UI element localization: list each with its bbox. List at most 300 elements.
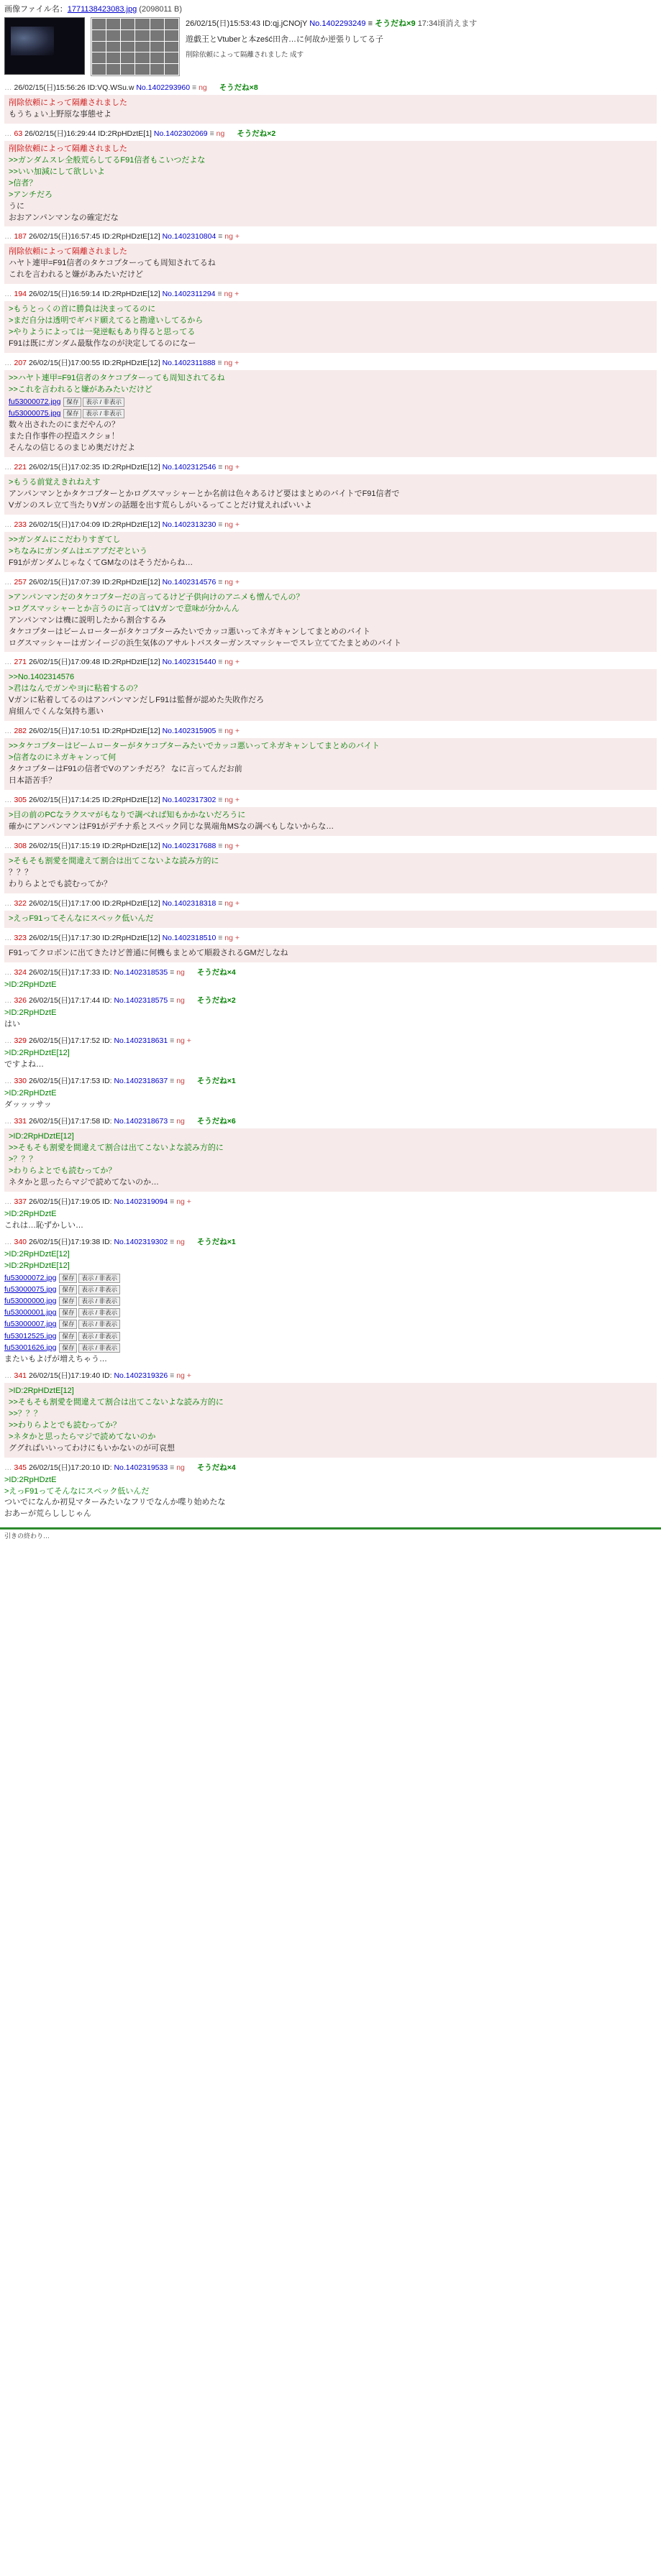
post: [0, 839, 661, 896]
ng-button[interactable]: ng: [224, 727, 233, 736]
ng-button[interactable]: ng: [176, 1463, 185, 1472]
post-line: >ID:2RpHDztE: [4, 1089, 57, 1098]
post-header: [4, 794, 657, 805]
post-body: [4, 589, 657, 653]
post-number[interactable]: No.1402318673: [114, 1117, 168, 1126]
post-number[interactable]: No.1402318575: [114, 996, 168, 1006]
attachment-link[interactable]: fu53000072.jpg: [9, 397, 61, 406]
post-index: 323: [14, 933, 27, 942]
post-menu-icon[interactable]: ≡: [170, 967, 175, 977]
save-button[interactable]: 保存: [59, 1274, 77, 1283]
post-line: 削除依頼によって隔離されました: [9, 98, 127, 107]
expand-plus-icon[interactable]: +: [186, 1371, 191, 1380]
collapse-ellipsis[interactable]: …: [4, 658, 12, 667]
post-line: >>わりらよとでも読むってか？: [9, 1420, 121, 1430]
attachment-row: [4, 1343, 657, 1353]
reply-post: [0, 126, 661, 230]
post-index: 340: [14, 1237, 27, 1246]
attachment-buttons: [59, 1297, 120, 1306]
post-header: [4, 576, 657, 587]
post: [0, 518, 661, 575]
expand-plus-icon[interactable]: +: [234, 933, 240, 942]
post-line: うに: [9, 201, 24, 211]
op-post: [186, 17, 657, 59]
post-line: ダッッッサッ: [4, 1100, 52, 1110]
post-line: >ID:2RpHDztE: [4, 1008, 57, 1018]
expand-plus-icon[interactable]: +: [234, 232, 240, 242]
collapse-ellipsis[interactable]: …: [4, 898, 12, 908]
post-menu-icon[interactable]: ≡: [170, 1117, 175, 1126]
attachment-link[interactable]: fu53012525.jpg: [4, 1331, 57, 1340]
post-number[interactable]: No.1402318637: [114, 1077, 168, 1086]
sodane-count: そうだね×8: [219, 83, 258, 92]
post-header: [4, 519, 657, 530]
post-header: [4, 967, 657, 978]
collapse-ellipsis[interactable]: …: [4, 129, 12, 138]
post-menu-icon[interactable]: ≡: [170, 1077, 175, 1086]
post-body: [4, 244, 657, 284]
post-index: 63: [14, 129, 23, 138]
post: [0, 356, 661, 460]
post-body: [4, 1383, 657, 1458]
post: [0, 993, 661, 1034]
post: [0, 896, 661, 931]
expand-plus-icon[interactable]: +: [186, 1197, 191, 1206]
post-line: >わりらよとでも読むってか？: [9, 1166, 117, 1175]
op-image-glow: [11, 27, 54, 55]
post: [0, 793, 661, 839]
post-menu-icon[interactable]: ≡: [209, 129, 214, 138]
ng-button[interactable]: ng: [216, 129, 225, 138]
post-datetime: 26/02/15(日)16:59:14 ID:2RpHDztE[12]: [28, 290, 160, 299]
expand-plus-icon[interactable]: +: [234, 290, 240, 299]
post-line: Vガンに粘着してるのはアンパンマンだしF91は監督が認めた失敗作だろ: [9, 696, 265, 705]
toggle-visibility-button[interactable]: 表示 / 非表示: [78, 1274, 120, 1283]
save-button[interactable]: 保存: [59, 1308, 77, 1317]
post-body: [4, 95, 657, 124]
post-line: >まだ自分は透明でギバド願えてると勘違いしてるから: [9, 316, 204, 326]
attachment-link[interactable]: fu53001626.jpg: [4, 1343, 57, 1352]
post-number[interactable]: No.1402313230: [162, 520, 216, 529]
post-line: >ログスマッシャーとか言うのに言ってはVガンで意味が分かんん: [9, 604, 240, 613]
post-index: 282: [14, 727, 27, 736]
collapse-ellipsis[interactable]: …: [4, 290, 12, 299]
post-line: >えっF91ってそんなにスペック低いんだ: [4, 1486, 150, 1496]
post-header: [4, 840, 657, 851]
op-image-thumbnail[interactable]: [4, 17, 85, 75]
collapse-ellipsis[interactable]: …: [4, 359, 12, 367]
post-datetime: 26/02/15(日)15:56:26 ID:VQ.WSu.w: [14, 83, 135, 92]
post-datetime: 26/02/15(日)17:17:58 ID:: [28, 1117, 112, 1126]
post-line: >>これを言われると嫌があみたいだけど: [9, 385, 152, 394]
toggle-visibility-button[interactable]: 表示 / 非表示: [78, 1343, 120, 1353]
attachment-link[interactable]: fu53000000.jpg: [4, 1296, 57, 1305]
post-number[interactable]: No.1402319302: [114, 1237, 168, 1246]
post-index: 324: [14, 967, 27, 977]
post-line: >>ガンダムにこだわりすぎてし: [9, 535, 121, 544]
post-datetime: 26/02/15(日)17:20:10 ID:: [28, 1463, 112, 1472]
post-line: >ID:2RpHDztE: [4, 980, 57, 989]
image-header: [0, 0, 661, 16]
op-body: 遊戯王とVtuberと本ześć田舎…に何故か逆張りしてる子: [186, 35, 384, 44]
post-index: 330: [14, 1077, 27, 1086]
post-header: [4, 1075, 657, 1086]
post-datetime: 26/02/15(日)17:19:05 ID:: [28, 1197, 112, 1206]
toggle-visibility-button[interactable]: 表示 / 非表示: [78, 1297, 120, 1306]
post-datetime: 26/02/15(日)17:09:48 ID:2RpHDztE[12]: [28, 658, 160, 667]
toggle-visibility-button[interactable]: 表示 / 非表示: [78, 1308, 120, 1317]
toggle-visibility-button[interactable]: 表示 / 非表示: [83, 397, 124, 407]
ng-button[interactable]: ng: [176, 967, 185, 977]
post-line: >ID:2RpHDztE: [4, 1209, 57, 1218]
post-menu-icon[interactable]: ≡: [218, 520, 223, 529]
post-line: >ID:2RpHDztE: [4, 1475, 57, 1484]
collapse-ellipsis[interactable]: …: [4, 727, 12, 736]
post-header: [4, 1462, 657, 1473]
collapse-ellipsis[interactable]: …: [4, 967, 12, 977]
post-line: タケコプターはビームローターがタケコプターみたいでカッコ悪いってネガキャンしてまとめのバイト: [9, 627, 371, 636]
toggle-visibility-button[interactable]: 表示 / 非表示: [83, 409, 124, 418]
ng-button[interactable]: ng: [176, 1077, 185, 1086]
save-button[interactable]: 保存: [59, 1285, 77, 1294]
expand-plus-icon[interactable]: +: [234, 463, 240, 472]
post: [0, 575, 661, 656]
post: [0, 1195, 661, 1235]
collapse-ellipsis[interactable]: …: [4, 1197, 12, 1206]
attachment-buttons: [59, 1285, 120, 1294]
post-body: [4, 911, 657, 928]
ng-button[interactable]: ng: [199, 83, 207, 92]
post-line: >>いい加減にして欲しいよ: [9, 167, 105, 176]
post-line: F91は既にガンダム最駄作なのが決定してるのになー: [9, 339, 196, 349]
post-datetime: 26/02/15(日)16:57:45 ID:2RpHDztE[12]: [28, 232, 160, 242]
post-line: >信者？: [9, 178, 37, 188]
sodane-count: そうだね×1: [196, 1237, 236, 1246]
attachment-buttons: [63, 409, 124, 418]
post-line: ついでになんか初見マターみたいなフリでなんか喋り始めたな: [4, 1498, 226, 1507]
post-number[interactable]: No.1402315440: [162, 658, 216, 667]
post-menu-icon[interactable]: ≡: [218, 795, 223, 804]
post-number[interactable]: No.1402310804: [162, 232, 216, 242]
attachment-link[interactable]: fu53000072.jpg: [4, 1273, 57, 1282]
post-line: Vガンのスレ立て当たりVガンの話題を出す荒らしがいるってことだけ覚えればいいよ: [9, 501, 312, 510]
post-line: >>ハヤト連甲=F91信者のタケコプターっても周知されてるね: [9, 374, 225, 382]
post-line: >そもそも割愛を間違えて割合は出てこないよな読み方的に: [9, 856, 219, 865]
post-line: おあーが荒らししじゃん: [4, 1509, 91, 1519]
collapse-ellipsis[interactable]: …: [4, 232, 12, 242]
post-datetime: 26/02/15(日)17:10:51 ID:2RpHDztE[12]: [28, 727, 160, 736]
collapse-ellipsis[interactable]: …: [4, 1117, 12, 1126]
post-number[interactable]: No.1402302069: [153, 129, 208, 138]
post-body: [4, 1475, 657, 1521]
post-header: [4, 1035, 657, 1046]
attachment-row: [4, 1331, 657, 1342]
post-menu-icon[interactable]: ≡: [217, 359, 222, 367]
attachment-row: [4, 1319, 657, 1330]
save-button[interactable]: 保存: [59, 1343, 77, 1353]
post-datetime: 26/02/15(日)17:19:40 ID:: [28, 1371, 112, 1380]
post-body: [4, 301, 657, 353]
collapse-ellipsis[interactable]: …: [4, 841, 12, 850]
post: [0, 1368, 661, 1460]
expand-plus-icon[interactable]: +: [234, 658, 240, 667]
post-number[interactable]: No.1402293960: [136, 83, 191, 92]
post-line: これは…恥ずかしい…: [4, 1220, 83, 1230]
post-line: 確かにアンパンマンはF91がデチナ系とスペック同じな異端角MSなの調べもしないからな…: [9, 822, 334, 831]
post-header: [4, 1196, 657, 1207]
sodane-count: そうだね×2: [237, 129, 276, 138]
reply-post: [0, 80, 661, 126]
post-menu-icon[interactable]: ≡: [218, 898, 223, 908]
post-line: >ID:2RpHDztE[12]: [9, 1132, 74, 1141]
post-line: >ネタかと思ったらマジで読めてないのか: [9, 1432, 156, 1441]
op-region: [0, 16, 661, 80]
post-menu-icon[interactable]: ≡: [170, 1237, 175, 1246]
ng-button[interactable]: ng: [224, 520, 233, 529]
op-replies: [0, 80, 661, 229]
op-subnote: 削除依頼によって隔離されました 成す: [186, 51, 304, 59]
post-line: ？？？: [9, 868, 32, 877]
collapse-ellipsis[interactable]: …: [4, 1237, 12, 1246]
post-menu-icon[interactable]: ≡: [192, 83, 197, 92]
attachment-link[interactable]: fu53000075.jpg: [4, 1284, 57, 1294]
post-header: [4, 128, 657, 139]
post-menu-icon[interactable]: ≡: [218, 658, 223, 667]
post-datetime: 26/02/15(日)17:07:39 ID:2RpHDztE[12]: [28, 577, 160, 586]
expand-plus-icon[interactable]: +: [234, 359, 240, 367]
post-line: >ID:2RpHDztE[12]: [4, 1261, 70, 1270]
ng-button[interactable]: ng: [224, 463, 233, 472]
post-menu-icon[interactable]: ≡: [170, 1371, 175, 1380]
save-button[interactable]: 保存: [63, 397, 81, 407]
attachment-buttons: [59, 1343, 120, 1353]
expand-plus-icon[interactable]: +: [234, 841, 240, 850]
post-datetime: 26/02/15(日)17:17:00 ID:2RpHDztE[12]: [28, 898, 160, 908]
post-number[interactable]: No.1402312546: [162, 463, 216, 472]
post: [0, 1034, 661, 1074]
ng-button[interactable]: ng: [176, 996, 185, 1006]
attachment-row: [4, 1307, 657, 1318]
post-datetime: 26/02/15(日)17:17:52 ID:: [28, 1036, 112, 1046]
expand-plus-icon[interactable]: +: [234, 520, 240, 529]
post-index: 221: [14, 463, 27, 472]
ng-button[interactable]: ng: [224, 841, 233, 850]
post-number[interactable]: No.1402319326: [114, 1371, 168, 1380]
post-datetime: 26/02/15(日)17:14:25 ID:2RpHDztE[12]: [28, 795, 160, 804]
post-menu-icon[interactable]: ≡: [170, 996, 175, 1006]
post-index: 271: [14, 658, 27, 667]
toggle-visibility-button[interactable]: 表示 / 非表示: [78, 1320, 120, 1329]
post-body: [4, 945, 657, 962]
sodane-count: そうだね×4: [196, 1463, 236, 1472]
ng-button[interactable]: ng: [224, 359, 233, 367]
post-datetime: 26/02/15(日)17:02:35 ID:2RpHDztE[12]: [28, 463, 160, 472]
image-filename-link[interactable]: 1771138423083.jpg: [67, 5, 137, 14]
post-header: [4, 1370, 657, 1381]
attachment-row: [4, 1284, 657, 1295]
collapse-ellipsis[interactable]: …: [4, 463, 12, 472]
post-line: >>そもそも割愛を間違えて割合は出てこないよな読み方的に: [9, 1144, 224, 1152]
post-index: 187: [14, 232, 27, 242]
post-menu-icon[interactable]: ≡: [218, 727, 223, 736]
expand-plus-icon[interactable]: +: [186, 1036, 191, 1046]
op-sodane-count: そうだね×9: [375, 19, 416, 28]
save-button[interactable]: 保存: [59, 1332, 77, 1341]
post-index: 341: [14, 1371, 27, 1380]
ng-button[interactable]: ng: [176, 1237, 185, 1246]
collapse-ellipsis[interactable]: …: [4, 83, 12, 92]
attachment-link[interactable]: fu53000007.jpg: [4, 1320, 57, 1329]
post-line: おおアンパンマンなの確定だな: [9, 213, 119, 222]
post-datetime: 26/02/15(日)17:19:38 ID:: [28, 1237, 112, 1246]
ng-button[interactable]: ng: [176, 1036, 185, 1046]
post-line: 日本語苦手？: [9, 776, 56, 785]
ng-button[interactable]: ng: [224, 232, 233, 242]
post-number[interactable]: No.1402311294: [162, 290, 216, 299]
ng-button[interactable]: ng: [224, 795, 233, 804]
post-index: 305: [14, 795, 27, 804]
post-line: 肩組んでくんな気持ち悪い: [9, 707, 104, 717]
post-line: 削除依頼によって隔離されました: [9, 247, 127, 257]
post-line: >信者なのにネガキャンって何: [9, 753, 117, 763]
save-button[interactable]: 保存: [59, 1320, 77, 1329]
attachment-row: [9, 397, 652, 408]
op-datetime: 26/02/15(日)15:53:43 ID:qj.jCNOjY: [186, 19, 308, 28]
post-number[interactable]: No.1402318510: [162, 933, 216, 942]
post-line: >もうる前覚えきれねえす: [9, 478, 101, 487]
post-datetime: 26/02/15(日)17:17:44 ID:: [28, 996, 112, 1006]
post-number[interactable]: No.1402317688: [162, 841, 216, 850]
post-index: 345: [14, 1463, 27, 1472]
attachment-buttons: [59, 1320, 120, 1329]
expand-plus-icon[interactable]: +: [234, 795, 240, 804]
collapse-ellipsis[interactable]: …: [4, 577, 12, 586]
post-datetime: 26/02/15(日)17:00:55 ID:2RpHDztE[12]: [28, 359, 160, 367]
collapse-ellipsis[interactable]: …: [4, 1371, 12, 1380]
post-index: 207: [14, 359, 27, 367]
sodane-count: そうだね×1: [196, 1077, 236, 1086]
post-menu-icon[interactable]: ≡: [218, 577, 223, 586]
post-menu-icon[interactable]: ≡: [218, 933, 223, 942]
post-datetime: 26/02/15(日)16:29:44 ID:2RpHDztE[1]: [24, 129, 152, 138]
collapse-ellipsis[interactable]: …: [4, 520, 12, 529]
post-header: [4, 725, 657, 736]
image-filesize: (2098011 B): [139, 5, 183, 14]
expand-plus-icon[interactable]: +: [234, 577, 240, 586]
expand-plus-icon[interactable]: +: [234, 727, 240, 736]
post-menu-icon[interactable]: ≡: [218, 232, 223, 242]
post: [0, 460, 661, 518]
post: [0, 655, 661, 724]
ng-button[interactable]: ng: [176, 1117, 185, 1126]
post-line: >ID:2RpHDztE[12]: [9, 1386, 74, 1395]
post-number[interactable]: No.1402315905: [162, 727, 216, 736]
post: [0, 1235, 661, 1368]
attachment-link[interactable]: fu53000075.jpg: [9, 409, 61, 418]
expand-plus-icon[interactable]: +: [234, 898, 240, 908]
attachment-row: [4, 1296, 657, 1307]
ng-button[interactable]: ng: [176, 1197, 185, 1206]
post-menu-icon[interactable]: ≡: [170, 1197, 175, 1206]
post-line: >>ガンダムスレ全般荒らしてるF91信者もこいつだよな: [9, 155, 206, 165]
post: [0, 287, 661, 356]
post-number[interactable]: No.1402317302: [162, 795, 216, 804]
ng-button[interactable]: ng: [224, 658, 233, 667]
post-number[interactable]: No.1402319533: [114, 1463, 168, 1472]
post-index: 322: [14, 898, 27, 908]
post-number[interactable]: No.1402314576: [162, 577, 216, 586]
post-index: 233: [14, 520, 27, 529]
op-post-number[interactable]: No.1402293249: [309, 19, 366, 28]
collapse-ellipsis[interactable]: …: [4, 1036, 12, 1046]
post-line: >ID:2RpHDztE[12]: [4, 1049, 70, 1058]
post-line: ハヤト連甲=F91信者のタケコプターっても周知されてるね: [9, 259, 216, 268]
ng-button[interactable]: ng: [224, 290, 233, 299]
collapse-ellipsis[interactable]: …: [4, 795, 12, 804]
post-datetime: 26/02/15(日)17:15:19 ID:2RpHDztE[12]: [28, 841, 160, 850]
post-body: [4, 738, 657, 790]
ng-button[interactable]: ng: [224, 933, 233, 942]
ng-button[interactable]: ng: [224, 577, 233, 586]
post-number[interactable]: No.1402318535: [114, 967, 168, 977]
op-sprite-sheet-thumbnail[interactable]: [91, 17, 180, 76]
post-datetime: 26/02/15(日)17:17:30 ID:2RpHDztE[12]: [28, 933, 160, 942]
post-body: [4, 980, 657, 991]
post-menu-icon[interactable]: ≡: [218, 463, 223, 472]
save-button[interactable]: 保存: [63, 409, 81, 418]
post-line: >？？？: [9, 1154, 37, 1164]
op-menu-icon[interactable]: ≡: [368, 19, 373, 28]
thread-end-label: 引きの終わり…: [4, 1532, 50, 1540]
save-button[interactable]: 保存: [59, 1297, 77, 1306]
post-line: >ちなみにガンダムはエアプだぞという: [9, 546, 147, 556]
post-menu-icon[interactable]: ≡: [217, 290, 222, 299]
post-number[interactable]: No.1402318318: [162, 898, 216, 908]
toggle-visibility-button[interactable]: 表示 / 非表示: [78, 1285, 120, 1294]
ng-button[interactable]: ng: [224, 898, 233, 908]
collapse-ellipsis[interactable]: …: [4, 996, 12, 1006]
attachment-buttons: [59, 1308, 120, 1317]
post-line: >>No.1402314576: [9, 673, 75, 682]
post-body: [4, 141, 657, 227]
post-body: [4, 669, 657, 721]
post-datetime: 26/02/15(日)17:17:53 ID:: [28, 1077, 112, 1086]
post-menu-icon[interactable]: ≡: [170, 1036, 175, 1046]
collapse-ellipsis[interactable]: …: [4, 1077, 12, 1086]
post-line: F91ってクロボンに出てきたけど普通に何機もまとめて順殺されるGMだしなね: [9, 948, 288, 957]
post-menu-icon[interactable]: ≡: [170, 1463, 175, 1472]
post-index: 194: [14, 290, 27, 299]
post-line: >君はなんでガンやヨjに粘着するの？: [9, 684, 142, 694]
post-number[interactable]: No.1402319094: [114, 1197, 168, 1206]
attachment-buttons: [59, 1332, 120, 1341]
toggle-visibility-button[interactable]: 表示 / 非表示: [78, 1332, 120, 1341]
attachment-link[interactable]: fu53000001.jpg: [4, 1308, 57, 1317]
thread-end-divider: [0, 1527, 661, 1530]
post-number[interactable]: No.1402318631: [114, 1036, 168, 1046]
collapse-ellipsis[interactable]: …: [4, 1463, 12, 1472]
post: [0, 1460, 661, 1524]
post-line: >目の前のPCなラクスマがもなりで調べれば知もかかないだろうに: [9, 810, 246, 819]
post-line: また自作事件の捏造スクショ！: [9, 432, 119, 441]
post-line: >アンチだろ: [9, 190, 53, 199]
post-header: [4, 995, 657, 1006]
post-menu-icon[interactable]: ≡: [218, 841, 223, 850]
ng-button[interactable]: ng: [176, 1371, 185, 1380]
collapse-ellipsis[interactable]: …: [4, 933, 12, 942]
post-number[interactable]: No.1402311888: [162, 359, 216, 367]
post-body: [4, 532, 657, 572]
